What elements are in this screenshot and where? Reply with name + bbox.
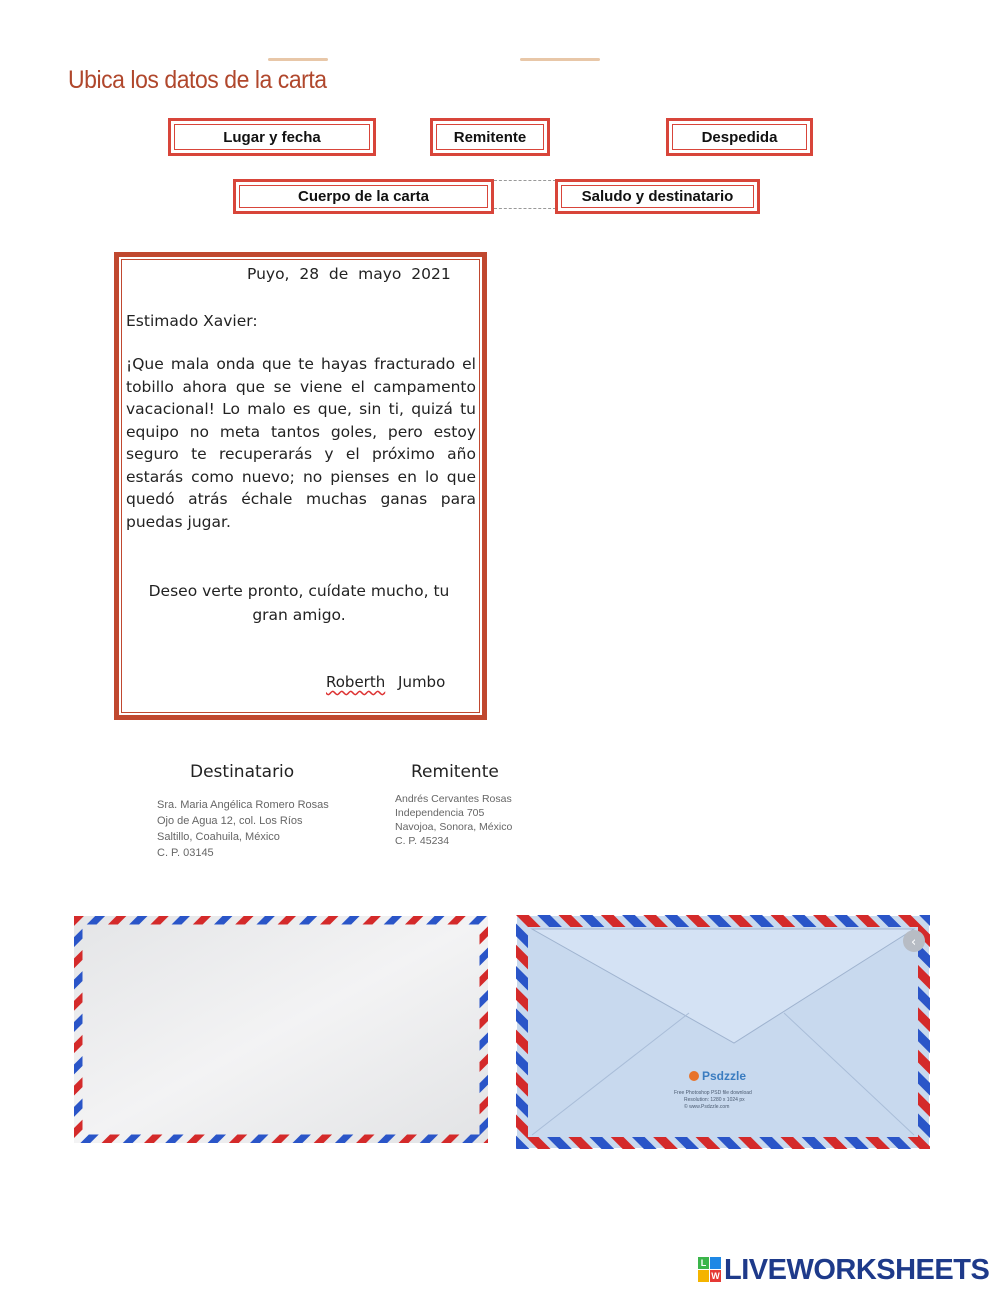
letter-closing: Deseo verte pronto, cuídate mucho, tu gran amigo. <box>148 582 450 624</box>
logo-tile <box>710 1257 721 1269</box>
destinatario-heading: Destinatario <box>190 762 295 782</box>
address-line: Ojo de Agua 12, col. Los Ríos <box>157 815 303 827</box>
logo-tile: W <box>711 1271 720 1281</box>
destinatario-address <box>157 797 329 861</box>
address-line: C. P. 03145 <box>157 847 214 859</box>
label-remitente[interactable] <box>430 118 550 156</box>
decor-line <box>268 58 328 61</box>
page-title: Ubica los datos de la carta <box>68 66 327 94</box>
label-despedida[interactable] <box>666 118 813 156</box>
label-saludo-text: Saludo y destinatario <box>561 185 754 208</box>
signature-last-name: Jumbo <box>398 673 446 691</box>
back-arrow-icon: ‹ <box>911 935 917 950</box>
logo-tile: L <box>698 1257 709 1269</box>
address-line: Independencia 705 <box>395 807 485 819</box>
address-line: Navojoa, Sonora, México <box>395 821 513 833</box>
label-lugar-fecha[interactable] <box>168 118 376 156</box>
label-despedida-text: Despedida <box>672 124 807 150</box>
envelope-caption-line: Resolution: 1280 x 1024 px <box>684 1097 745 1103</box>
label-cuerpo[interactable] <box>233 179 494 214</box>
liveworksheets-icon <box>698 1257 722 1283</box>
address-line: Saltillo, Coahuila, México <box>157 831 280 843</box>
letter-greeting: Estimado Xavier: <box>126 312 258 330</box>
envelope-brand: Psdzzle <box>702 1069 747 1083</box>
decor-line <box>520 58 600 61</box>
address-line: Andrés Cervantes Rosas <box>395 793 512 805</box>
remitente-address <box>395 792 512 848</box>
address-line: C. P. 45234 <box>395 835 450 847</box>
signature-first-name: Roberth <box>326 673 386 691</box>
label-cuerpo-text: Cuerpo de la carta <box>239 185 488 208</box>
label-lugar-fecha-text: Lugar y fecha <box>174 124 370 150</box>
dashed-divider <box>494 180 556 181</box>
logo-tile <box>698 1270 709 1282</box>
letter-place-date: Puyo, 28 de mayo 2021 <box>247 265 451 283</box>
envelope-paper <box>74 916 488 1143</box>
envelope-caption-line: Free Photoshop PSD file download <box>674 1090 752 1096</box>
psdzzle-logo-icon <box>689 1071 699 1081</box>
label-remitente-text: Remitente <box>436 124 544 150</box>
label-saludo[interactable] <box>555 179 760 214</box>
remitente-heading: Remitente <box>411 762 499 782</box>
liveworksheets-logo: LIVEWORKSHEETS <box>724 1254 990 1286</box>
envelope-caption-line: © www.Psdzzle.com <box>684 1104 730 1110</box>
dashed-divider <box>494 208 556 209</box>
letter-frame <box>114 252 487 720</box>
letter-body: ¡Que mala onda que te hayas fracturado el tobillo ahora que se viene el campamento vacacional! Lo malo es que, sin ti, quizá tu equipo no meta tantos goles, pero estoy seguro te recuperarás y el próximo año estarás como nuevo; no pienses en lo que quedó atrás échale muchas ganas para puedas jugar. <box>126 355 476 531</box>
envelope-back[interactable] <box>514 913 932 1151</box>
address-line: Sra. Maria Angélica Romero Rosas <box>157 799 329 811</box>
envelope-front[interactable] <box>74 916 488 1143</box>
letter-signature <box>326 673 445 691</box>
